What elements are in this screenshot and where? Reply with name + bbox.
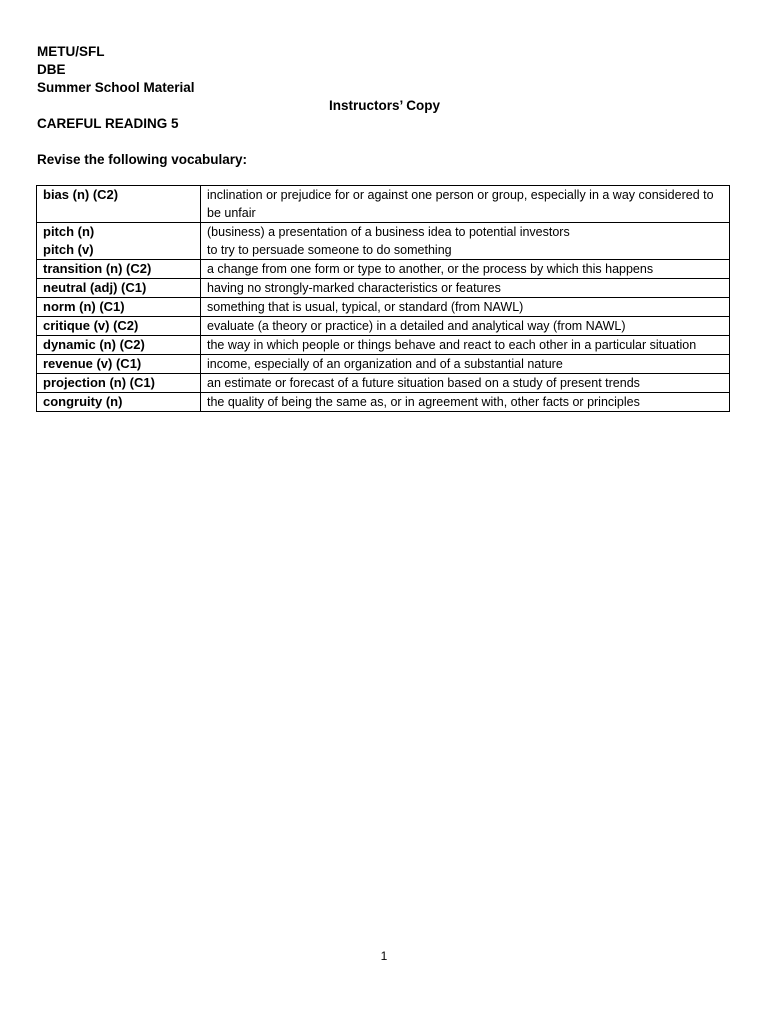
vocab-definition-cell [201,374,730,393]
vocab-term-cell [37,374,201,393]
vocab-definition-cell [201,223,730,260]
vocab-row [37,317,730,336]
vocab-row [37,355,730,374]
vocab-definition: having no strongly-marked characteristics or features [207,281,501,295]
vocabulary-table [36,185,730,412]
org-name: METU/SFL [37,44,105,59]
vocab-term: bias (n) (C2) [43,187,119,202]
vocab-term-cell [37,279,201,298]
department-name: DBE [37,62,66,77]
vocab-definition-cell [201,355,730,374]
vocab-term: projection (n) (C1) [43,375,155,390]
vocab-term: dynamic (n) (C2) [43,337,145,352]
vocab-term-cell [37,298,201,317]
vocab-definition: income, especially of an organization and of a substantial nature [207,357,563,371]
vocab-row [37,186,730,223]
vocab-definition-cell [201,279,730,298]
vocab-row [37,374,730,393]
vocab-term-cell [37,355,201,374]
vocab-definition: the way in which people or things behave and react to each other in a particular situation [207,338,697,352]
vocab-row [37,336,730,355]
vocab-term: critique (v) (C2) [43,318,139,333]
vocab-definition-cell [201,336,730,355]
vocab-term: revenue (v) (C1) [43,356,142,371]
vocab-definition: an estimate or forecast of a future situation based on a study of present trends [207,376,640,390]
vocab-definition-cell [201,186,730,223]
vocab-definition-cell [201,298,730,317]
copy-label: Instructors’ Copy [329,98,441,113]
vocab-definition: something that is usual, typical, or standard (from NAWL) [207,300,524,314]
instruction-text: Revise the following vocabulary: [37,152,248,167]
vocab-term: transition (n) (C2) [43,261,152,276]
vocab-term-cell [37,317,201,336]
vocab-definition: evaluate (a theory or practice) in a detailed and analytical way (from NAWL) [207,319,626,333]
vocab-definition-cell [201,260,730,279]
material-title: Summer School Material [37,80,195,95]
vocab-definition-cell [201,317,730,336]
vocab-term-cell [37,336,201,355]
vocab-definition-cell [201,393,730,412]
vocab-definition: the quality of being the same as, or in agreement with, other facts or principles [207,395,640,409]
vocab-row [37,393,730,412]
vocab-term-cell [37,393,201,412]
vocab-definition: inclination or prejudice for or against one person or group, especially in a way considered to be unfair [207,188,714,220]
vocab-term: congruity (n) [43,394,123,409]
vocab-row [37,279,730,298]
vocab-term-cell [37,260,201,279]
page-number: 1 [380,949,388,963]
vocabulary-table-body [37,186,730,412]
vocab-term: norm (n) (C1) [43,299,125,314]
vocab-row [37,260,730,279]
vocab-definition: (business) a presentation of a business idea to potential investors [207,225,570,239]
vocab-row [37,223,730,260]
vocab-term: pitch (v) [43,242,94,257]
vocab-term: pitch (n) [43,224,95,239]
section-title: CAREFUL READING 5 [37,116,179,131]
vocab-term-cell [37,223,201,260]
vocab-term: neutral (adj) (C1) [43,280,147,295]
vocab-row [37,298,730,317]
vocab-definition: a change from one form or type to another, or the process by which this happens [207,262,654,276]
vocab-definition: to try to persuade someone to do something [207,243,452,257]
vocab-term-cell [37,186,201,223]
